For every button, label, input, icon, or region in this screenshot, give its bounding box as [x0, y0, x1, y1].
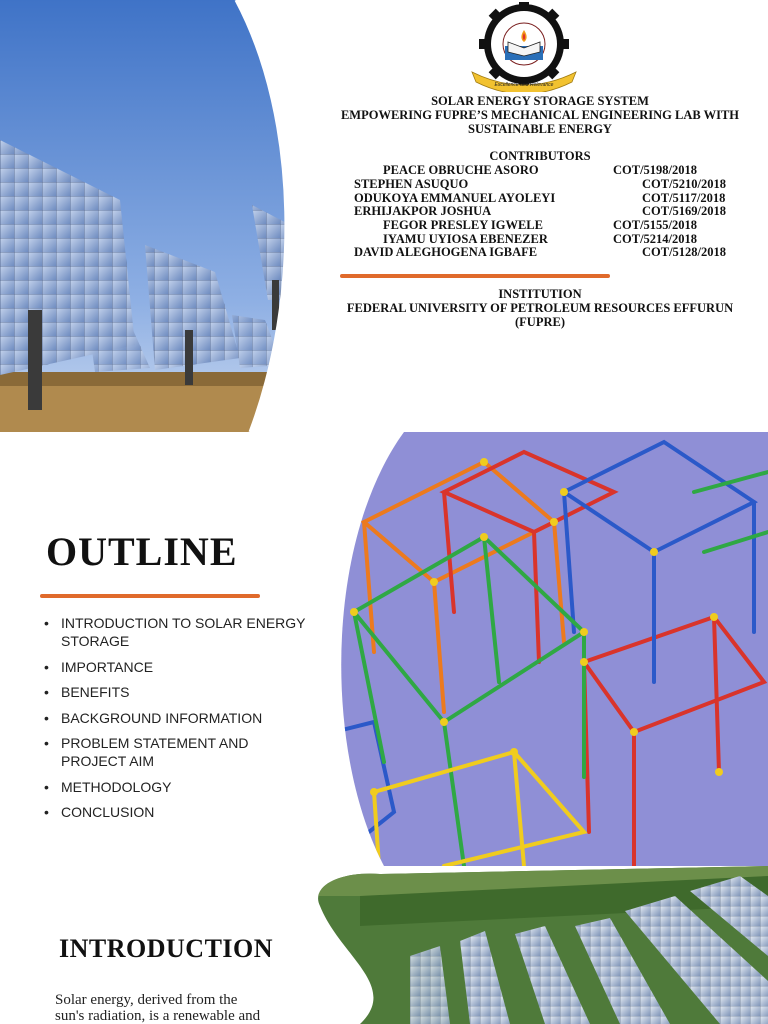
institution-heading: INSTITUTION: [498, 287, 582, 301]
solar-farm-photo: [300, 866, 768, 1024]
outline-item: • BENEFITS: [44, 683, 314, 701]
title-divider: [340, 274, 610, 278]
contributor-id: COT/5155/2018: [613, 218, 698, 232]
contributor-id: COT/5210/2018: [642, 177, 727, 191]
contributor-name: ODUKOYA EMMANUEL AYOLEYI: [354, 191, 556, 205]
solar-heliostat-photo: [0, 0, 300, 432]
logo-motto: Excellence and Relevance: [494, 82, 554, 88]
outline-item: • INTRODUCTION TO SOLAR ENERGY STORAGE: [44, 614, 314, 650]
project-subtitle-line2: SUSTAINABLE ENERGY: [468, 122, 612, 136]
project-title: SOLAR ENERGY STORAGE SYSTEM: [431, 94, 649, 108]
introduction-slide: [0, 866, 768, 1024]
contributor-name: IYAMU UYIOSA EBENEZER: [383, 232, 548, 246]
cube-frames-photo: [334, 432, 768, 866]
introduction-line: Solar energy, derived from the: [55, 992, 238, 1008]
contributor-name: PEACE OBRUCHE ASORO: [383, 163, 539, 177]
outline-heading: OUTLINE: [46, 529, 238, 574]
outline-item: • IMPORTANCE: [44, 658, 314, 676]
contributor-id: COT/5117/2018: [642, 191, 726, 205]
institution-name: FEDERAL UNIVERSITY OF PETROLEUM RESOURCES EFFURUN: [346, 301, 734, 315]
outline-item: • CONCLUSION: [44, 803, 314, 821]
project-subtitle-line1: EMPOWERING FUPRE’S MECHANICAL ENGINEERING LAB WITH: [340, 108, 740, 122]
university-logo: [466, 2, 582, 92]
contributor-name: FEGOR PRESLEY IGWELE: [383, 218, 543, 232]
contributor-name: DAVID ALEGHOGENA IGBAFE: [354, 245, 538, 259]
contributor-name: ERHIJAKPOR JOSHUA: [354, 204, 492, 218]
introduction-line: sun's radiation, is a renewable and: [55, 1008, 261, 1024]
contributor-name: STEPHEN ASUQUO: [354, 177, 469, 191]
outline-item: • PROBLEM STATEMENT AND PROJECT AIM: [44, 734, 314, 770]
outline-item: • METHODOLOGY: [44, 778, 314, 796]
title-slide: [0, 0, 768, 432]
outline-divider: [40, 594, 260, 598]
outline-slide: [0, 432, 768, 866]
contributor-id: COT/5169/2018: [642, 204, 727, 218]
outline-item: • BACKGROUND INFORMATION: [44, 709, 314, 727]
contributor-id: COT/5198/2018: [613, 163, 698, 177]
contributors-heading: CONTRIBUTORS: [489, 149, 591, 163]
institution-abbrev: (FUPRE): [515, 315, 565, 329]
contributor-id: COT/5128/2018: [642, 245, 727, 259]
outline-list: [44, 614, 314, 829]
introduction-body: [55, 992, 295, 1024]
introduction-heading: INTRODUCTION: [59, 934, 274, 963]
contributor-id: COT/5214/2018: [613, 232, 698, 246]
